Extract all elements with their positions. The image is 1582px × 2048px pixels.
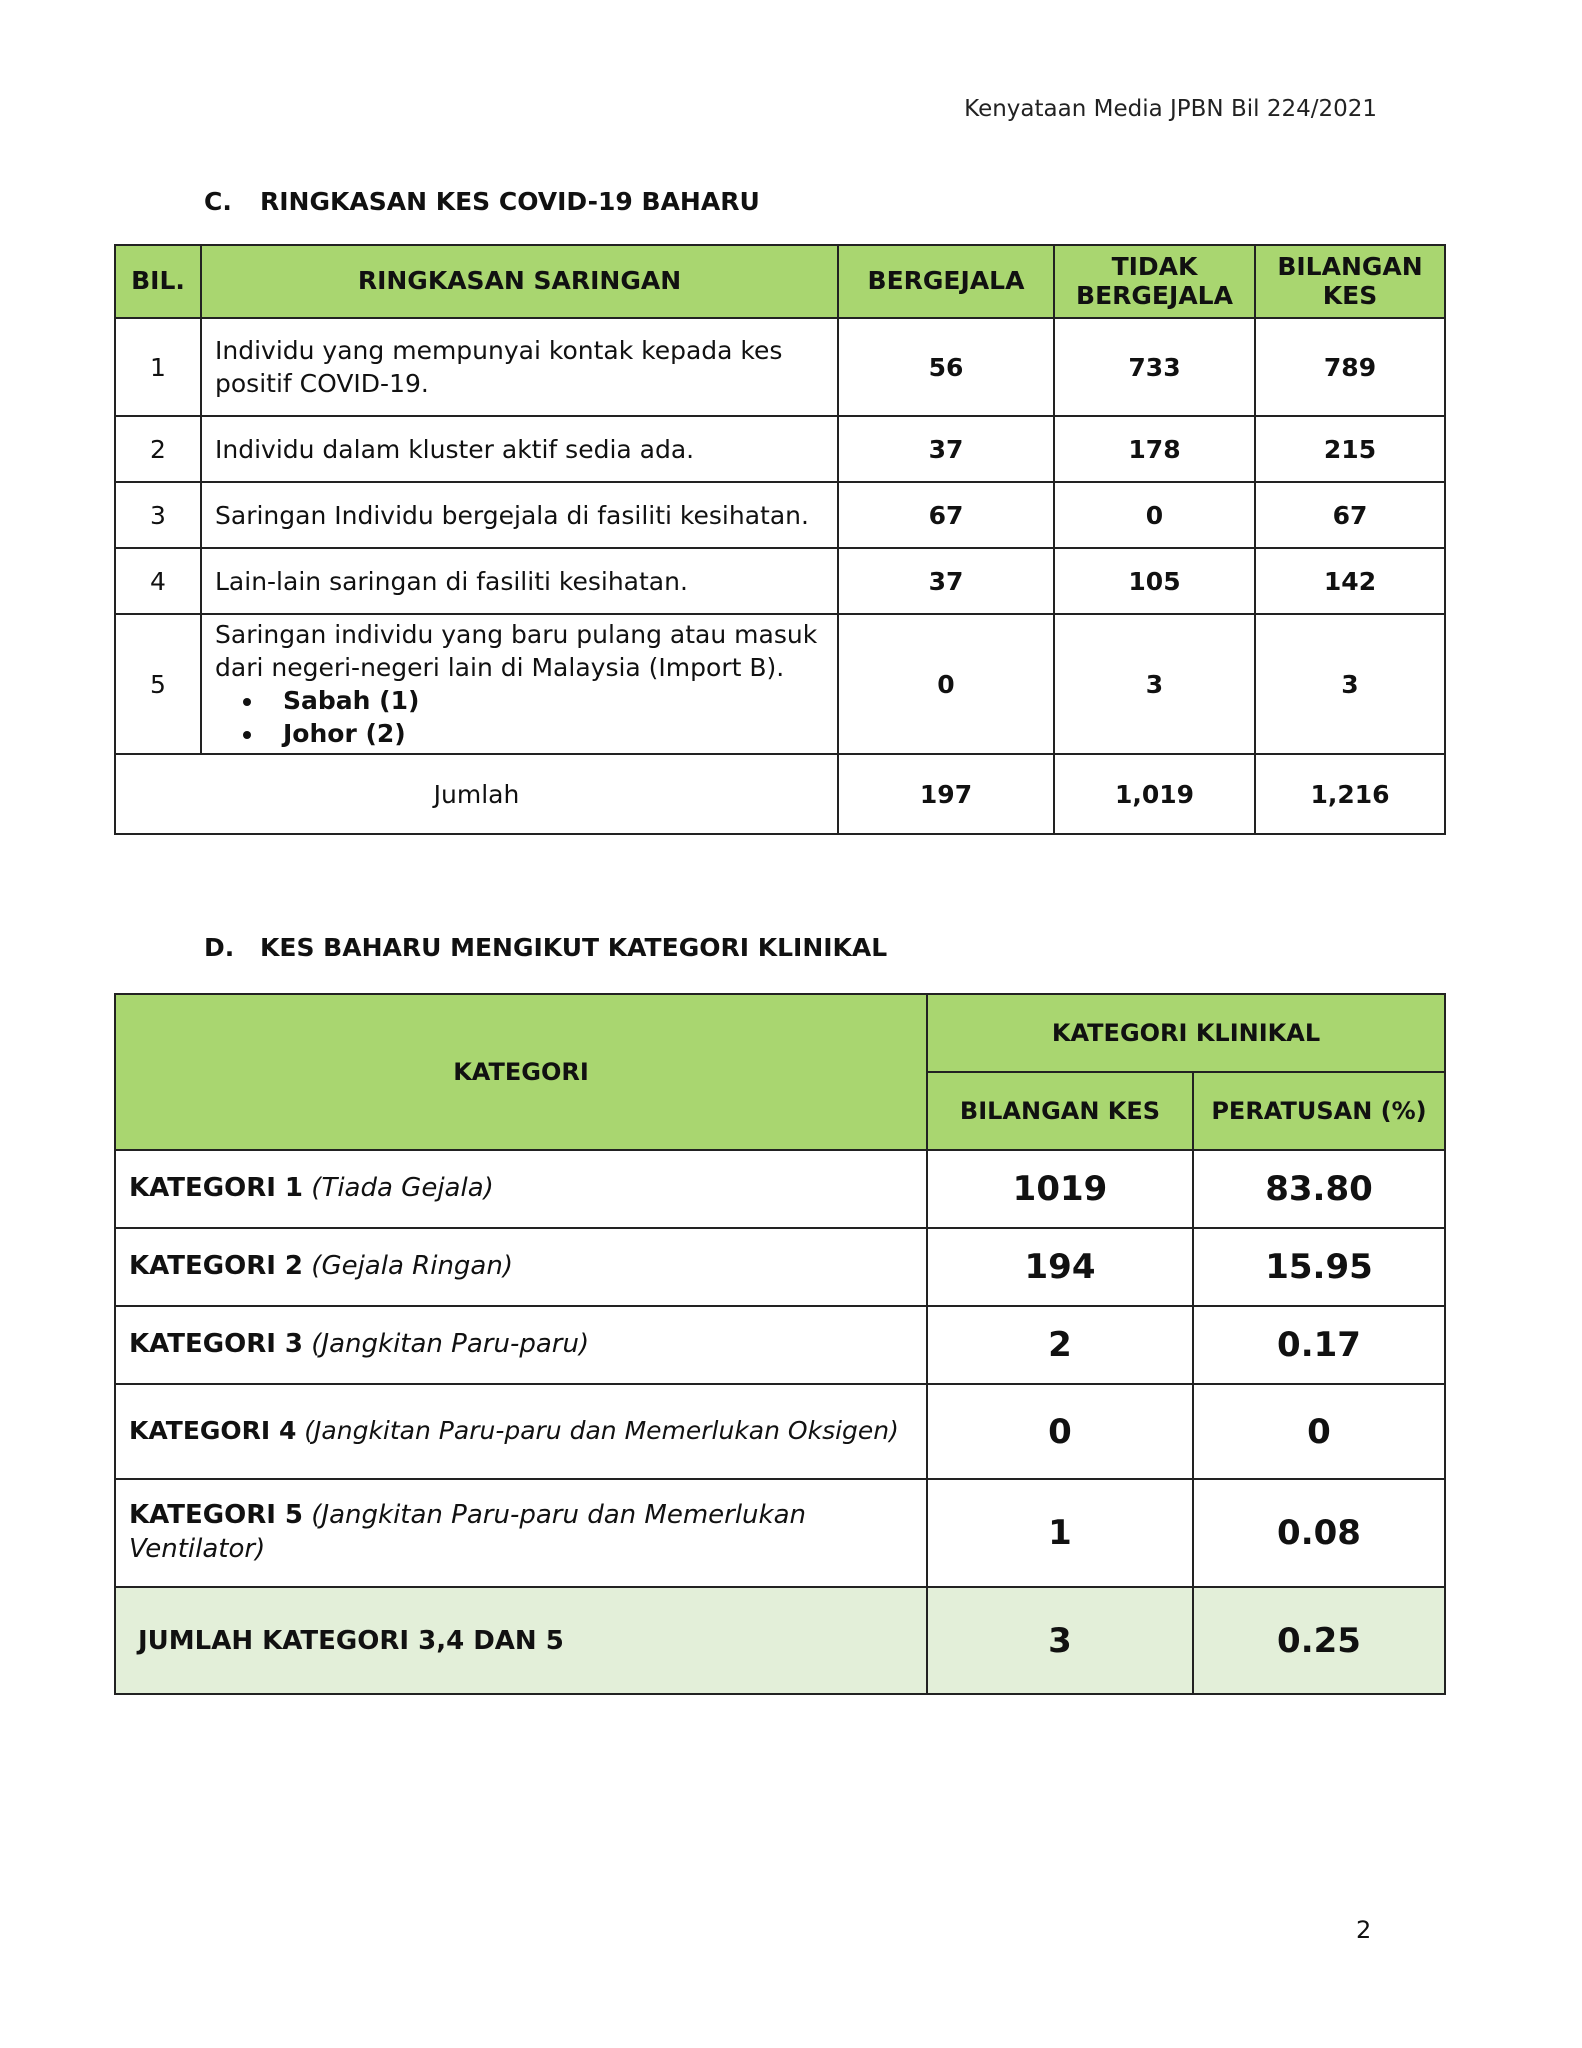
category-name: KATEGORI 4 (129, 1416, 297, 1446)
summary-bilangan-kes: 3 (927, 1587, 1193, 1694)
category-label (115, 1228, 927, 1306)
list-item: • Sabah (1) (265, 684, 829, 717)
header-line: KES (1322, 280, 1378, 310)
tidak-bergejala-value: 733 (1054, 318, 1255, 416)
bilangan-kes-value: 3 (1255, 614, 1445, 754)
bergejala-value: 0 (838, 614, 1054, 754)
section-d-title (204, 933, 887, 962)
bilangan-kes-value: 2 (927, 1306, 1193, 1384)
col-tidak-bergejala-header (1054, 245, 1255, 318)
table-row (115, 482, 1445, 548)
summary-label: JUMLAH KATEGORI 3,4 DAN 5 (115, 1587, 927, 1694)
bilangan-kes-value: 142 (1255, 548, 1445, 614)
row-description: Lain-lain saringan di fasiliti kesihatan. (201, 548, 838, 614)
covid-summary-table (114, 244, 1446, 835)
import-states-list (215, 684, 829, 750)
total-row (115, 754, 1445, 834)
tidak-bergejala-value: 178 (1054, 416, 1255, 482)
peratusan-value: 0.17 (1193, 1306, 1445, 1384)
tidak-bergejala-value: 105 (1054, 548, 1255, 614)
category-description: (Gejala Ringan) (311, 1251, 513, 1282)
col-peratusan-header: PERATUSAN (%) (1193, 1072, 1445, 1150)
desc-line: positif COVID-19. (215, 369, 429, 398)
category-label (115, 1479, 927, 1587)
peratusan-value: 0.08 (1193, 1479, 1445, 1587)
table-row (115, 1228, 1445, 1306)
category-label (115, 1384, 927, 1479)
total-bergejala: 197 (838, 754, 1054, 834)
summary-row (115, 1587, 1445, 1694)
row-description (201, 614, 838, 754)
section-c-letter: C. (204, 187, 232, 216)
category-description-line2: Ventilator) (129, 1534, 266, 1564)
bilangan-kes-value: 1 (927, 1479, 1193, 1587)
col-bil-header: BIL. (115, 245, 201, 318)
header-line: BILANGAN (1277, 251, 1423, 281)
col-ringkasan-header: RINGKASAN SARINGAN (201, 245, 838, 318)
col-kategori-header: KATEGORI (115, 994, 927, 1150)
row-number: 2 (115, 416, 201, 482)
row-description: Saringan Individu bergejala di fasiliti kesihatan. (201, 482, 838, 548)
row-number: 1 (115, 318, 201, 416)
clinical-category-table (114, 993, 1446, 1695)
tidak-bergejala-value: 3 (1054, 614, 1255, 754)
peratusan-value: 83.80 (1193, 1150, 1445, 1228)
col-bilangan-kes-header: BILANGAN KES (927, 1072, 1193, 1150)
table-row (115, 1479, 1445, 1587)
bilangan-kes-value: 789 (1255, 318, 1445, 416)
peratusan-value: 15.95 (1193, 1228, 1445, 1306)
section-d-heading: KES BAHARU MENGIKUT KATEGORI KLINIKAL (260, 933, 888, 962)
row-description (201, 318, 838, 416)
header-line: TIDAK (1111, 251, 1198, 281)
row-number: 3 (115, 482, 201, 548)
col-bilangan-kes-header (1255, 245, 1445, 318)
category-name: KATEGORI 1 (129, 1173, 304, 1204)
desc-line: dari negeri-negeri lain di Malaysia (Import B). (215, 653, 785, 682)
bergejala-value: 67 (838, 482, 1054, 548)
category-name: KATEGORI 3 (129, 1329, 304, 1360)
row-number: 4 (115, 548, 201, 614)
desc-line: Saringan individu yang baru pulang atau masuk (215, 620, 818, 649)
bilangan-kes-value: 194 (927, 1228, 1193, 1306)
page-number: 2 (1356, 1916, 1372, 1944)
bilangan-kes-value: 0 (927, 1384, 1193, 1479)
table-row (115, 416, 1445, 482)
category-name: KATEGORI 5 (129, 1500, 304, 1531)
list-item: • Johor (2) (265, 717, 829, 750)
section-c-title (204, 187, 760, 216)
table-row (115, 548, 1445, 614)
category-label (115, 1150, 927, 1228)
category-description: (Jangkitan Paru-paru dan Memerlukan Oksigen) (304, 1416, 899, 1446)
table-row (115, 318, 1445, 416)
bergejala-value: 37 (838, 416, 1054, 482)
row-number: 5 (115, 614, 201, 754)
category-description: (Jangkitan Paru-paru) (311, 1329, 590, 1360)
bergejala-value: 37 (838, 548, 1054, 614)
peratusan-value: 0 (1193, 1384, 1445, 1479)
table-header-row (115, 994, 1445, 1072)
col-bergejala-header: BERGEJALA (838, 245, 1054, 318)
table-row (115, 1150, 1445, 1228)
category-description: (Jangkitan Paru-paru dan Memerlukan (311, 1500, 806, 1531)
category-name: KATEGORI 2 (129, 1251, 304, 1282)
desc-line: Individu yang mempunyai kontak kepada kes (215, 336, 783, 365)
header-line: BERGEJALA (1076, 280, 1233, 310)
section-c-heading: RINGKASAN KES COVID-19 BAHARU (260, 187, 760, 216)
tidak-bergejala-value: 0 (1054, 482, 1255, 548)
section-d-letter: D. (204, 933, 235, 962)
bergejala-value: 56 (838, 318, 1054, 416)
total-bilangan-kes: 1,216 (1255, 754, 1445, 834)
row-description: Individu dalam kluster aktif sedia ada. (201, 416, 838, 482)
category-label (115, 1306, 927, 1384)
total-tidak-bergejala: 1,019 (1054, 754, 1255, 834)
total-label: Jumlah (115, 754, 838, 834)
bilangan-kes-value: 215 (1255, 416, 1445, 482)
bilangan-kes-value: 67 (1255, 482, 1445, 548)
table-row (115, 614, 1445, 754)
table-row (115, 1384, 1445, 1479)
bilangan-kes-value: 1019 (927, 1150, 1193, 1228)
table-header-row (115, 245, 1445, 318)
category-description: (Tiada Gejala) (311, 1173, 494, 1204)
document-reference: Kenyataan Media JPBN Bil 224/2021 (964, 96, 1377, 122)
table-row (115, 1306, 1445, 1384)
kategori-klinikal-header: KATEGORI KLINIKAL (927, 994, 1445, 1072)
summary-peratusan: 0.25 (1193, 1587, 1445, 1694)
